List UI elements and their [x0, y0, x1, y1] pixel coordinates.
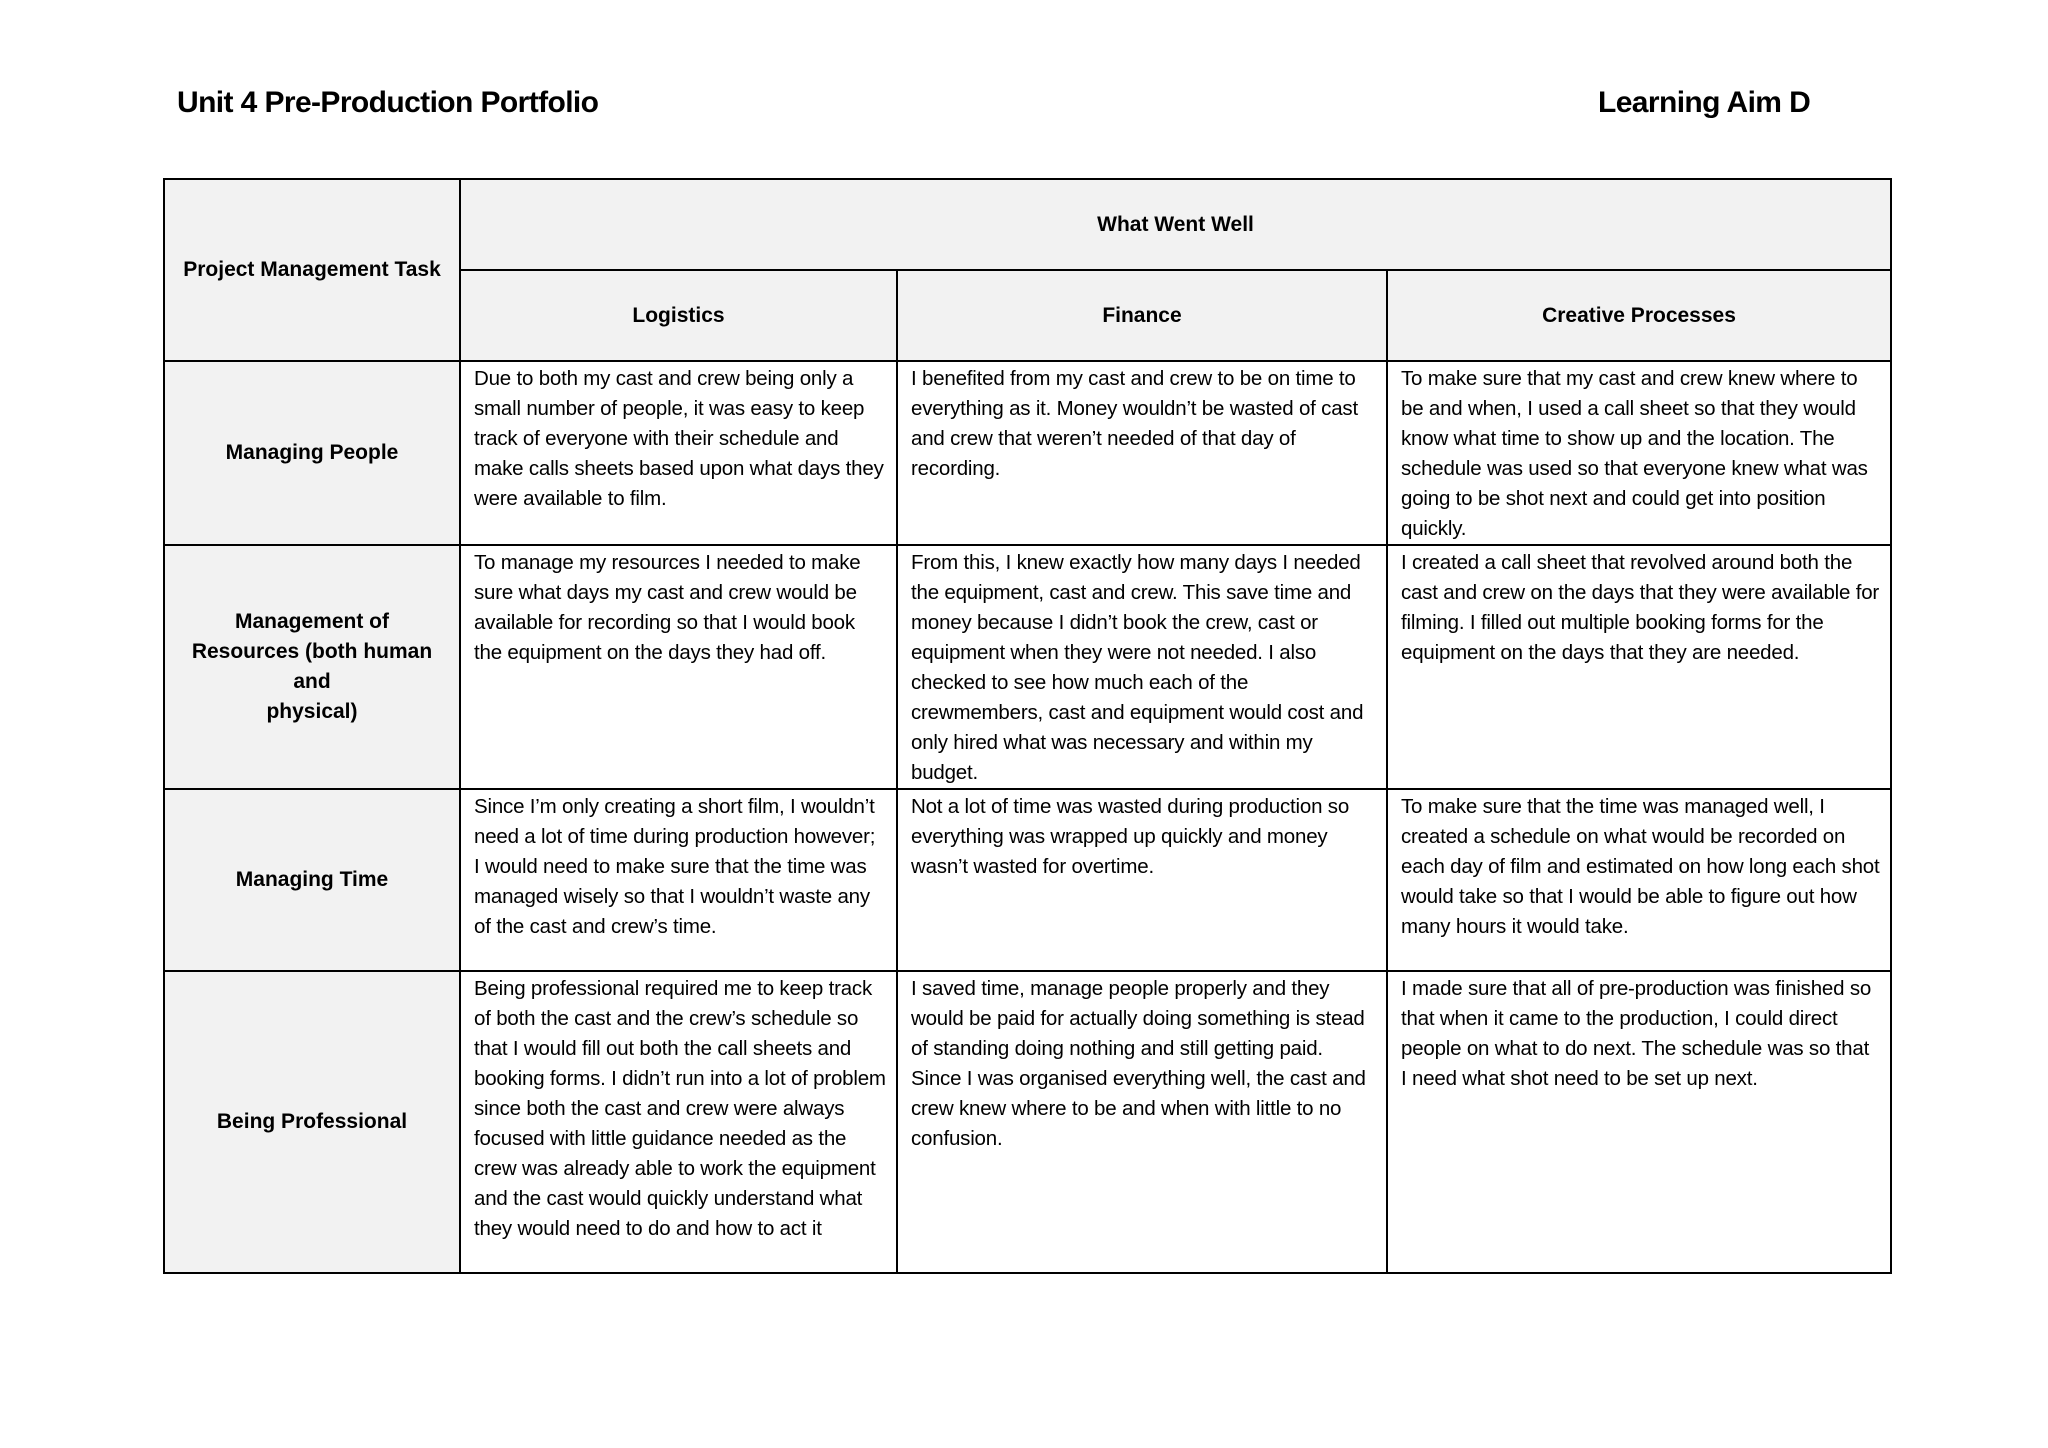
logistics-column-header: Logistics: [460, 270, 897, 361]
creative-processes-cell: To make sure that my cast and crew knew where to be and when, I used a call sheet so that they would know what time to show up and the location. The schedule was used so that everyone knew what was going to be shot next and could get into position quickly.: [1387, 361, 1891, 545]
task-column-header: Project Management Task: [164, 179, 460, 361]
row-task-label: Managing Time: [164, 789, 460, 971]
table-row: [164, 789, 1891, 971]
finance-cell: Not a lot of time was wasted during production so everything was wrapped up quickly and money wasn’t wasted for overtime.: [897, 789, 1387, 971]
what-went-well-header: What Went Well: [460, 179, 1891, 270]
creative-processes-cell: I made sure that all of pre-production was finished so that when it came to the production, I could direct people on what to do next. The schedule was so that I need what shot need to be set up next.: [1387, 971, 1891, 1273]
row-task-label: Management of Resources (both human and physical): [164, 545, 460, 789]
learning-aim-label: Learning Aim D: [1598, 86, 1811, 119]
creative-processes-cell: To make sure that the time was managed well, I created a schedule on what would be recorded on each day of film and estimated on how long each shot would take so that I would be able to figure out how many hours it would take.: [1387, 789, 1891, 971]
document-title: Unit 4 Pre-Production Portfolio: [177, 86, 599, 119]
table-row: [164, 971, 1891, 1273]
logistics-cell: Since I’m only creating a short film, I wouldn’t need a lot of time during production however; I would need to make sure that the time was managed wisely so that I wouldn’t waste any of the cast and crew’s time.: [460, 789, 897, 971]
logistics-cell: To manage my resources I needed to make sure what days my cast and crew would be available for recording so that I would book the equipment on the days they had off.: [460, 545, 897, 789]
row-task-label: Managing People: [164, 361, 460, 545]
project-management-table: [163, 178, 1892, 1274]
logistics-cell: Due to both my cast and crew being only a small number of people, it was easy to keep track of everyone with their schedule and make calls sheets based upon what days they were available to film.: [460, 361, 897, 545]
finance-cell: I benefited from my cast and crew to be on time to everything as it. Money wouldn’t be wasted of cast and crew that weren’t needed of that day of recording.: [897, 361, 1387, 545]
table-row: [164, 545, 1891, 789]
creative-processes-column-header: Creative Processes: [1387, 270, 1891, 361]
table-row: [164, 361, 1891, 545]
row-task-label: Being Professional: [164, 971, 460, 1273]
finance-cell: I saved time, manage people properly and they would be paid for actually doing something is stead of standing doing nothing and still getting paid. Since I was organised everything well, the cast and crew knew where to be and when with little to no confusion.: [897, 971, 1387, 1273]
finance-column-header: Finance: [897, 270, 1387, 361]
finance-cell: From this, I knew exactly how many days I needed the equipment, cast and crew. This save time and money because I didn’t book the crew, cast or equipment when they were not needed. I also checked to see how much each of the crewmembers, cast and equipment would cost and only hired what was necessary and within my budget.: [897, 545, 1387, 789]
creative-processes-cell: I created a call sheet that revolved around both the cast and crew on the days that they were available for filming. I filled out multiple booking forms for the equipment on the days that they are needed.: [1387, 545, 1891, 789]
logistics-cell: Being professional required me to keep track of both the cast and the crew’s schedule so that I would fill out both the call sheets and booking forms. I didn’t run into a lot of problem since both the cast and crew were always focused with little guidance needed as the crew was already able to work the equipment and the cast would quickly understand what they would need to do and how to act it: [460, 971, 897, 1273]
